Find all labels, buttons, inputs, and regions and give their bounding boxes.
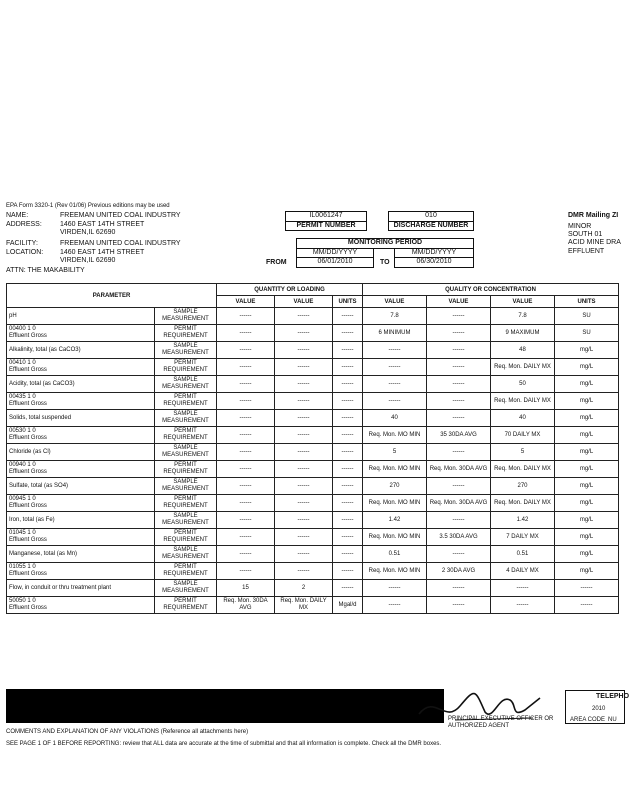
quantity-value-1: ------ — [217, 444, 275, 461]
table-row — [7, 359, 619, 376]
quantity-units: ------ — [333, 325, 363, 342]
quantity-value-2: ------ — [275, 393, 333, 410]
from-date: 06/01/2010 — [317, 258, 353, 265]
parameter-location: Effluent Gross — [9, 367, 47, 373]
param-cell — [7, 308, 155, 325]
row-type-cell: PERMIT REQUIREMENT — [155, 529, 217, 546]
quality-value-2: ------ — [427, 546, 491, 563]
from-label: FROM — [266, 259, 287, 266]
quantity-value-2: ------ — [275, 427, 333, 444]
param-cell — [7, 376, 155, 393]
quality-value-3: 50 — [491, 376, 555, 393]
quantity-value-1: ------ — [217, 359, 275, 376]
parameter-location: Effluent Gross — [9, 537, 47, 543]
quality-value-3: Req. Mon. DAILY MX — [491, 495, 555, 512]
param-cell — [7, 529, 155, 546]
right-line1: DMR Mailing ZI — [568, 212, 619, 219]
quality-value-1: 270 — [363, 478, 427, 495]
address-line1: 1460 EAST 14TH STREET — [60, 221, 145, 228]
quality-value-3: 7 DAILY MX — [491, 529, 555, 546]
quantity-units: ------ — [333, 512, 363, 529]
from-format: MM/DD/YYYY — [312, 249, 358, 256]
quantity-value-2: ------ — [275, 461, 333, 478]
quality-units: mg/L — [555, 546, 619, 563]
quality-value-2: ------ — [427, 325, 491, 342]
quality-units: mg/L — [555, 359, 619, 376]
table-row — [7, 546, 619, 563]
quality-units: mg/L — [555, 461, 619, 478]
header-value: VALUE — [217, 296, 275, 308]
quality-value-3: Req. Mon. DAILY MX — [491, 461, 555, 478]
quantity-units: ------ — [333, 444, 363, 461]
right-line4: ACID MINE DRA — [568, 239, 621, 246]
header-value: VALUE — [491, 296, 555, 308]
quantity-value-1: ------ — [217, 342, 275, 359]
quality-value-2: Req. Mon. 30DA AVG — [427, 495, 491, 512]
redaction-bar — [6, 689, 444, 723]
table-row — [7, 529, 619, 546]
parameter-location: Effluent Gross — [9, 435, 47, 441]
row-type-cell: SAMPLE MEASUREMENT — [155, 478, 217, 495]
table-row — [7, 495, 619, 512]
parameter-name: Iron, total (as Fe) — [9, 516, 55, 523]
header-value: VALUE — [427, 296, 491, 308]
quality-value-1: Req. Mon. MO MIN — [363, 427, 427, 444]
quality-value-2: ------ — [427, 376, 491, 393]
quality-value-3: 48 — [491, 342, 555, 359]
param-cell — [7, 444, 155, 461]
to-label: TO — [380, 259, 390, 266]
quantity-value-2: ------ — [275, 495, 333, 512]
quality-units: mg/L — [555, 563, 619, 580]
param-cell — [7, 478, 155, 495]
from-date-box — [296, 257, 374, 268]
quantity-value-1: ------ — [217, 546, 275, 563]
quantity-value-2: ------ — [275, 478, 333, 495]
parameter-name: 01055 1 0 — [9, 564, 36, 570]
quality-units: mg/L — [555, 342, 619, 359]
quantity-units: ------ — [333, 359, 363, 376]
row-type-cell: SAMPLE MEASUREMENT — [155, 308, 217, 325]
row-type-cell: SAMPLE MEASUREMENT — [155, 342, 217, 359]
quality-value-1: ------ — [363, 597, 427, 614]
quantity-units: ------ — [333, 546, 363, 563]
param-cell — [7, 597, 155, 614]
footer-note: SEE PAGE 1 OF 1 BEFORE REPORTING: review that ALL data are accurate at the time of submittal and that all information is complete. Check all the DMR boxes. — [6, 741, 442, 747]
quantity-value-2: ------ — [275, 376, 333, 393]
quality-value-1: Req. Mon. MO MIN — [363, 529, 427, 546]
table-row — [7, 597, 619, 614]
form-header: EPA Form 3320-1 (Rev 01/06) Previous editions may be used — [6, 203, 170, 209]
quantity-units: ------ — [333, 410, 363, 427]
number-label: NU — [608, 717, 617, 723]
quantity-value-1: ------ — [217, 410, 275, 427]
officer-label: PRINCIPAL EXECUTIVE OFFICER OR AUTHORIZED AGENT — [448, 716, 554, 729]
quality-units: mg/L — [555, 512, 619, 529]
quantity-value-2: ------ — [275, 512, 333, 529]
quality-value-2: ------ — [427, 512, 491, 529]
quantity-units: ------ — [333, 376, 363, 393]
header-units: UNITS — [333, 296, 363, 308]
quality-value-3: 0.51 — [491, 546, 555, 563]
quantity-units: ------ — [333, 529, 363, 546]
telephone-date: 2010 — [592, 706, 606, 712]
header-value: VALUE — [363, 296, 427, 308]
quality-value-2: ------ — [427, 359, 491, 376]
quality-value-3: ------ — [491, 580, 555, 597]
param-cell — [7, 427, 155, 444]
row-type-cell: PERMIT REQUIREMENT — [155, 427, 217, 444]
table-row — [7, 461, 619, 478]
parameter-name: 00530 1 0 — [9, 428, 36, 434]
to-format: MM/DD/YYYY — [411, 249, 457, 256]
quality-value-2: ------ — [427, 580, 491, 597]
permit-number-label: PERMIT NUMBER — [296, 222, 356, 229]
param-cell — [7, 359, 155, 376]
quantity-value-1: ------ — [217, 461, 275, 478]
quantity-units: ------ — [333, 478, 363, 495]
parameter-location: Effluent Gross — [9, 333, 47, 339]
row-type-cell: SAMPLE MEASUREMENT — [155, 546, 217, 563]
quantity-value-1: ------ — [217, 427, 275, 444]
table-row — [7, 512, 619, 529]
location-label: LOCATION: — [6, 249, 44, 256]
address-label: ADDRESS: — [6, 221, 42, 228]
table-row — [7, 308, 619, 325]
table-row — [7, 376, 619, 393]
quality-value-3: 1.42 — [491, 512, 555, 529]
parameter-name: Flow, in conduit or thru treatment plant — [9, 584, 112, 591]
parameter-name: pH — [9, 312, 17, 319]
quantity-value-1: ------ — [217, 308, 275, 325]
right-line2: MINOR — [568, 223, 592, 230]
quality-value-1: 40 — [363, 410, 427, 427]
parameter-name: 00435 1 0 — [9, 394, 36, 400]
quality-value-1: Req. Mon. MO MIN — [363, 563, 427, 580]
to-date: 06/30/2010 — [416, 258, 452, 265]
quantity-value-2: ------ — [275, 563, 333, 580]
quality-units: ------ — [555, 580, 619, 597]
dmr-table — [6, 283, 619, 614]
quality-value-2: Req. Mon. 30DA AVG — [427, 461, 491, 478]
quality-value-2: 2 30DA AVG — [427, 563, 491, 580]
quantity-value-1: Req. Mon. 30DA AVG — [217, 597, 275, 614]
quality-units: SU — [555, 308, 619, 325]
quality-value-1: ------ — [363, 393, 427, 410]
table-row — [7, 410, 619, 427]
table-header-row — [7, 284, 619, 296]
table-row — [7, 427, 619, 444]
quantity-value-2: ------ — [275, 325, 333, 342]
quality-value-2: ------ — [427, 342, 491, 359]
quantity-value-1: ------ — [217, 563, 275, 580]
quality-value-1: 1.42 — [363, 512, 427, 529]
param-cell — [7, 580, 155, 597]
quality-value-1: 0.51 — [363, 546, 427, 563]
row-type-cell: PERMIT REQUIREMENT — [155, 495, 217, 512]
row-type-cell: SAMPLE MEASUREMENT — [155, 512, 217, 529]
monitoring-period-title-text: MONITORING PERIOD — [347, 239, 423, 246]
parameter-name: Manganese, total (as Mn) — [9, 550, 78, 557]
param-cell — [7, 410, 155, 427]
row-type-cell: PERMIT REQUIREMENT — [155, 359, 217, 376]
quantity-units: ------ — [333, 563, 363, 580]
quality-value-1: Req. Mon. MO MIN — [363, 461, 427, 478]
quality-units: mg/L — [555, 529, 619, 546]
quality-value-1: ------ — [363, 376, 427, 393]
facility-name: FREEMAN UNITED COAL INDUSTRY — [60, 240, 181, 247]
parameter-name: 00940 1 0 — [9, 462, 36, 468]
parameter-name: Chloride (as Cl) — [9, 448, 51, 455]
quality-value-2: 35 30DA AVG — [427, 427, 491, 444]
parameter-name: Acidity, total (as CaCO3) — [9, 380, 75, 387]
param-cell — [7, 563, 155, 580]
quantity-units: ------ — [333, 580, 363, 597]
discharge-number-label: DISCHARGE NUMBER — [393, 222, 469, 229]
quantity-value-1: ------ — [217, 495, 275, 512]
parameter-name: Solids, total suspended — [9, 414, 72, 421]
quantity-value-1: 15 — [217, 580, 275, 597]
quantity-value-2: ------ — [275, 546, 333, 563]
quality-value-2: ------ — [427, 597, 491, 614]
parameter-name: 00410 1 0 — [9, 360, 36, 366]
parameter-name: Alkalinity, total (as CaCO3) — [9, 346, 81, 353]
area-code-label: AREA CODE — [570, 717, 606, 723]
table-row — [7, 444, 619, 461]
param-cell — [7, 512, 155, 529]
header-units: UNITS — [555, 296, 619, 308]
row-type-cell: SAMPLE MEASUREMENT — [155, 444, 217, 461]
quality-value-3: 5 — [491, 444, 555, 461]
quantity-value-2: ------ — [275, 342, 333, 359]
parameter-location: Effluent Gross — [9, 469, 47, 475]
quantity-units: Mgal/d — [333, 597, 363, 614]
quality-value-3: 270 — [491, 478, 555, 495]
param-cell — [7, 325, 155, 342]
header-quantity: QUANTITY OR LOADING — [217, 284, 363, 296]
location-line2: VIRDEN,IL 62690 — [60, 257, 116, 264]
parameter-name: 01045 1 0 — [9, 530, 36, 536]
row-type-cell: SAMPLE MEASUREMENT — [155, 580, 217, 597]
parameter-location: Effluent Gross — [9, 503, 47, 509]
param-cell — [7, 546, 155, 563]
quality-units: mg/L — [555, 427, 619, 444]
parameter-location: Effluent Gross — [9, 401, 47, 407]
quantity-value-2: ------ — [275, 444, 333, 461]
param-cell — [7, 461, 155, 478]
quality-value-3: 70 DAILY MX — [491, 427, 555, 444]
quality-units: mg/L — [555, 376, 619, 393]
quantity-value-1: ------ — [217, 478, 275, 495]
header-value: VALUE — [275, 296, 333, 308]
row-type-cell: SAMPLE MEASUREMENT — [155, 376, 217, 393]
quality-value-1: Req. Mon. MO MIN — [363, 495, 427, 512]
attn-line: ATTN: THE MAKABILITY — [6, 267, 85, 274]
table-row — [7, 393, 619, 410]
quality-value-2: ------ — [427, 478, 491, 495]
right-line5: EFFLUENT — [568, 248, 605, 255]
quantity-value-1: ------ — [217, 512, 275, 529]
quality-units: mg/L — [555, 444, 619, 461]
parameter-name: Sulfate, total (as SO4) — [9, 482, 69, 489]
quality-units: mg/L — [555, 393, 619, 410]
row-type-cell: PERMIT REQUIREMENT — [155, 563, 217, 580]
quantity-units: ------ — [333, 308, 363, 325]
quantity-value-1: ------ — [217, 325, 275, 342]
row-type-cell: PERMIT REQUIREMENT — [155, 597, 217, 614]
permittee-name: FREEMAN UNITED COAL INDUSTRY — [60, 212, 181, 219]
quality-value-1: ------ — [363, 359, 427, 376]
permit-number: IL0061247 — [309, 212, 343, 219]
discharge-number: 010 — [425, 212, 437, 219]
quantity-value-2: ------ — [275, 529, 333, 546]
table-row — [7, 580, 619, 597]
to-date-box — [394, 257, 474, 268]
quantity-value-1: ------ — [217, 529, 275, 546]
quantity-value-2: Req. Mon. DAILY MX — [275, 597, 333, 614]
quantity-units: ------ — [333, 342, 363, 359]
quality-value-2: 3.5 30DA AVG — [427, 529, 491, 546]
telephone-label: TELEPHO — [596, 693, 629, 700]
right-line3: SOUTH 01 — [568, 231, 603, 238]
address-line2: VIRDEN,IL 62690 — [60, 229, 116, 236]
quality-value-1: ------ — [363, 580, 427, 597]
row-type-cell: PERMIT REQUIREMENT — [155, 461, 217, 478]
quality-value-3: 7.8 — [491, 308, 555, 325]
quality-value-2: ------ — [427, 393, 491, 410]
quality-units: ------ — [555, 597, 619, 614]
header-parameter: PARAMETER — [7, 284, 217, 308]
quality-value-1: 5 — [363, 444, 427, 461]
quality-value-2: ------ — [427, 444, 491, 461]
quality-value-3: Req. Mon. DAILY MX — [491, 359, 555, 376]
quantity-value-2: ------ — [275, 308, 333, 325]
parameter-name: 00400 1 0 — [9, 326, 36, 332]
quantity-value-1: ------ — [217, 376, 275, 393]
discharge-number-label-box — [388, 221, 474, 231]
quantity-value-2: ------ — [275, 359, 333, 376]
quality-value-1: 7.8 — [363, 308, 427, 325]
quality-units: SU — [555, 325, 619, 342]
table-row — [7, 342, 619, 359]
quality-units: mg/L — [555, 478, 619, 495]
table-row — [7, 478, 619, 495]
quality-value-2: ------ — [427, 308, 491, 325]
header-quality: QUALITY OR CONCENTRATION — [363, 284, 619, 296]
table-row — [7, 325, 619, 342]
location-line1: 1460 EAST 14TH STREET — [60, 249, 145, 256]
quantity-value-2: ------ — [275, 410, 333, 427]
quality-value-3: 40 — [491, 410, 555, 427]
quantity-units: ------ — [333, 427, 363, 444]
comments-label: COMMENTS AND EXPLANATION OF ANY VIOLATIONS (Reference all attachments here) — [6, 729, 249, 735]
quality-value-1: 6 MINIMUM — [363, 325, 427, 342]
permit-number-label-box — [285, 221, 367, 231]
quality-units: mg/L — [555, 495, 619, 512]
parameter-name: 50050 1 0 — [9, 598, 36, 604]
param-cell — [7, 393, 155, 410]
row-type-cell: PERMIT REQUIREMENT — [155, 393, 217, 410]
facility-label: FACILITY: — [6, 240, 38, 247]
param-cell — [7, 495, 155, 512]
row-type-cell: SAMPLE MEASUREMENT — [155, 410, 217, 427]
quantity-value-2: 2 — [275, 580, 333, 597]
quality-value-3: ------ — [491, 597, 555, 614]
quality-value-3: 9 MAXIMUM — [491, 325, 555, 342]
param-cell — [7, 342, 155, 359]
parameter-location: Effluent Gross — [9, 571, 47, 577]
row-type-cell: PERMIT REQUIREMENT — [155, 325, 217, 342]
parameter-name: 00945 1 0 — [9, 496, 36, 502]
parameter-location: Effluent Gross — [9, 605, 47, 611]
quality-value-3: Req. Mon. DAILY MX — [491, 393, 555, 410]
quantity-units: ------ — [333, 461, 363, 478]
quality-value-2: ------ — [427, 410, 491, 427]
name-label: NAME: — [6, 212, 29, 219]
table-row — [7, 563, 619, 580]
quantity-value-1: ------ — [217, 393, 275, 410]
quantity-units: ------ — [333, 393, 363, 410]
quality-value-3: 4 DAILY MX — [491, 563, 555, 580]
quality-value-1: ------ — [363, 342, 427, 359]
quality-units: mg/L — [555, 410, 619, 427]
quantity-units: ------ — [333, 495, 363, 512]
